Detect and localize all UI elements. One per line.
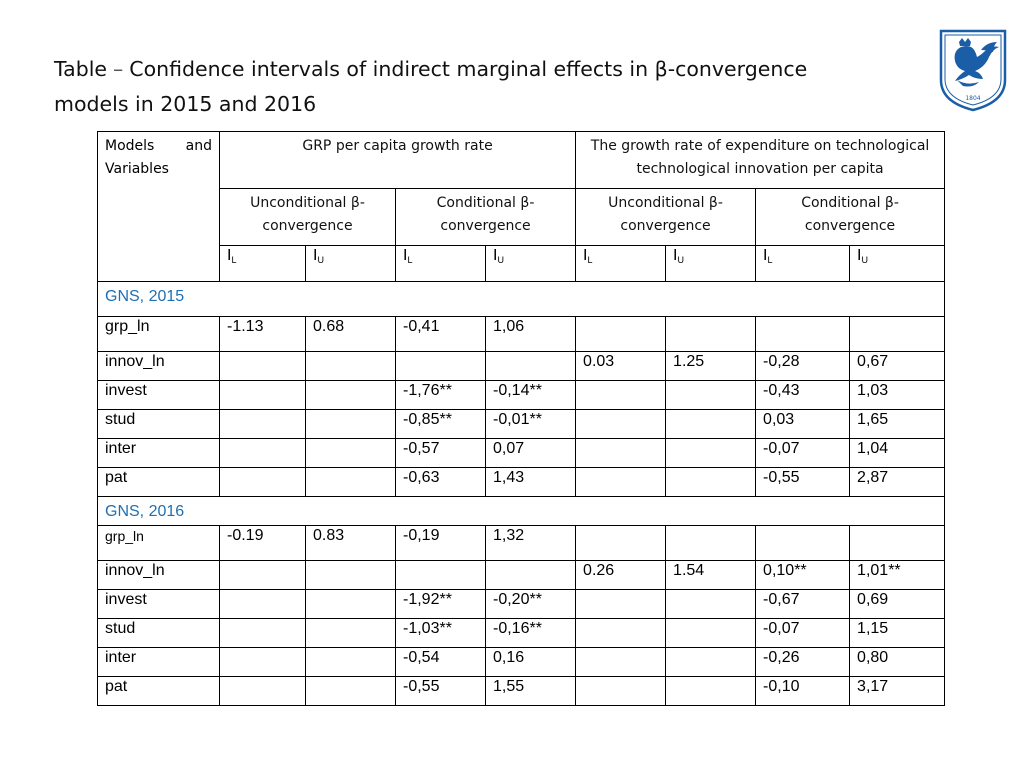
value-cell: 1.25 <box>666 352 756 381</box>
table-row <box>98 526 945 561</box>
value-cell <box>576 439 666 468</box>
group-header-grp-label: GRP per capita growth rate <box>302 138 493 154</box>
value-cell: -0,63 <box>396 468 486 497</box>
value-cell: 0.26 <box>576 561 666 590</box>
value-cell: -0,41 <box>396 317 486 352</box>
value-cell: -0,07 <box>756 439 850 468</box>
group-header-innovation-line1: The growth rate of expenditure on technological <box>590 138 930 154</box>
value-cell: -0,20** <box>486 590 576 619</box>
bound-subscript: U <box>861 255 868 265</box>
value-cell <box>666 439 756 468</box>
value-cell <box>306 381 396 410</box>
upper-bound-header <box>850 246 945 282</box>
variable-name: pat <box>98 677 220 706</box>
header-row-2 <box>98 189 945 246</box>
value-cell: 1,01** <box>850 561 945 590</box>
bound-subscript: L <box>407 255 413 265</box>
variable-name: innov_ln <box>98 561 220 590</box>
value-cell: -0,57 <box>396 439 486 468</box>
value-cell: -1,76** <box>396 381 486 410</box>
value-cell: -0,54 <box>396 648 486 677</box>
upper-bound-header <box>666 246 756 282</box>
bound-subscript: L <box>767 255 773 265</box>
value-cell <box>306 352 396 381</box>
subheader-conditional-innovation <box>756 189 945 246</box>
bound-letter: I <box>673 247 678 264</box>
value-cell: 1.54 <box>666 561 756 590</box>
value-cell <box>220 410 306 439</box>
value-cell <box>396 352 486 381</box>
subheader-text: Conditional β- <box>801 195 899 211</box>
table-row <box>98 677 945 706</box>
header-row-1 <box>98 132 945 189</box>
value-cell <box>756 317 850 352</box>
table-row <box>98 468 945 497</box>
group-header-innovation-line2: technological innovation per capita <box>636 161 884 177</box>
value-cell <box>576 590 666 619</box>
section-row <box>98 497 945 526</box>
value-cell: 0,03 <box>756 410 850 439</box>
value-cell: -0.19 <box>220 526 306 561</box>
value-cell: -0,19 <box>396 526 486 561</box>
corner-label-and: and <box>185 138 212 154</box>
value-cell <box>306 410 396 439</box>
value-cell <box>220 439 306 468</box>
variable-name: grp_ln <box>98 317 220 352</box>
value-cell <box>306 590 396 619</box>
value-cell <box>756 526 850 561</box>
value-cell: -1,92** <box>396 590 486 619</box>
table-row <box>98 410 945 439</box>
value-cell <box>486 561 576 590</box>
value-cell: 1,15 <box>850 619 945 648</box>
subheader-text: convergence <box>804 218 896 234</box>
variable-name: inter <box>98 439 220 468</box>
value-cell: 1,03 <box>850 381 945 410</box>
value-cell <box>666 648 756 677</box>
subheader-conditional-grp <box>396 189 576 246</box>
value-cell <box>576 526 666 561</box>
value-cell <box>666 590 756 619</box>
value-cell <box>666 526 756 561</box>
table-row <box>98 648 945 677</box>
bound-subscript: U <box>497 255 504 265</box>
value-cell <box>576 619 666 648</box>
value-cell: 1,65 <box>850 410 945 439</box>
value-cell <box>666 410 756 439</box>
value-cell: -0,14** <box>486 381 576 410</box>
value-cell <box>576 648 666 677</box>
value-cell: -0,85** <box>396 410 486 439</box>
variable-name: pat <box>98 468 220 497</box>
table-row <box>98 561 945 590</box>
value-cell: -0,55 <box>756 468 850 497</box>
variable-name: inter <box>98 648 220 677</box>
subheader-text: convergence <box>262 218 353 234</box>
value-cell <box>306 677 396 706</box>
value-cell <box>666 468 756 497</box>
value-cell <box>666 381 756 410</box>
section-label: GNS, 2016 <box>98 497 945 526</box>
variable-name: invest <box>98 381 220 410</box>
logo-year: 1804 <box>965 95 981 102</box>
value-cell: 2,87 <box>850 468 945 497</box>
value-cell <box>576 381 666 410</box>
value-cell: 0,10** <box>756 561 850 590</box>
bound-subscript: L <box>587 255 593 265</box>
value-cell <box>396 561 486 590</box>
table-row <box>98 439 945 468</box>
bound-letter: I <box>313 247 318 264</box>
value-cell: -0,26 <box>756 648 850 677</box>
title-line-2: models in 2015 and 2016 <box>54 92 317 116</box>
value-cell <box>850 317 945 352</box>
value-cell: 0.68 <box>306 317 396 352</box>
bound-letter: I <box>403 247 408 264</box>
bound-letter: I <box>583 247 588 264</box>
table-row <box>98 381 945 410</box>
value-cell: 0,80 <box>850 648 945 677</box>
value-cell: -0,16** <box>486 619 576 648</box>
value-cell <box>306 439 396 468</box>
bound-letter: I <box>857 247 862 264</box>
lower-bound-header <box>220 246 306 282</box>
value-cell: -1.13 <box>220 317 306 352</box>
value-cell: -0,07 <box>756 619 850 648</box>
upper-bound-header <box>486 246 576 282</box>
value-cell: 1,06 <box>486 317 576 352</box>
subheader-text: Unconditional β- <box>608 195 723 211</box>
table-row <box>98 317 945 352</box>
value-cell: 0,16 <box>486 648 576 677</box>
bounds-header-row <box>98 246 945 282</box>
value-cell <box>666 677 756 706</box>
value-cell <box>306 619 396 648</box>
subheader-unconditional-innovation <box>576 189 756 246</box>
value-cell <box>306 561 396 590</box>
table-row <box>98 352 945 381</box>
variable-name: grp_ln <box>98 526 220 561</box>
value-cell: 1,32 <box>486 526 576 561</box>
value-cell <box>576 317 666 352</box>
variable-name: innov_ln <box>98 352 220 381</box>
value-cell: 0,67 <box>850 352 945 381</box>
corner-label-models: Models <box>105 138 155 154</box>
bound-letter: I <box>763 247 768 264</box>
value-cell: 0.83 <box>306 526 396 561</box>
value-cell <box>220 468 306 497</box>
value-cell: -0,43 <box>756 381 850 410</box>
section-label: GNS, 2015 <box>98 282 945 317</box>
value-cell: -0,10 <box>756 677 850 706</box>
table-row <box>98 619 945 648</box>
bound-subscript: U <box>677 255 684 265</box>
bound-letter: I <box>227 247 232 264</box>
value-cell: -0,67 <box>756 590 850 619</box>
corner-label-variables: Variables <box>105 161 169 177</box>
variable-name: stud <box>98 410 220 439</box>
value-cell <box>220 619 306 648</box>
confidence-intervals-table <box>97 131 945 706</box>
lower-bound-header <box>756 246 850 282</box>
value-cell: 0,69 <box>850 590 945 619</box>
value-cell: 1,43 <box>486 468 576 497</box>
value-cell: -0,01** <box>486 410 576 439</box>
value-cell <box>576 410 666 439</box>
value-cell: -1,03** <box>396 619 486 648</box>
subheader-text: convergence <box>440 218 531 234</box>
group-header-grp <box>220 132 576 189</box>
value-cell <box>220 648 306 677</box>
value-cell: 3,17 <box>850 677 945 706</box>
title-line-1 <box>54 52 854 87</box>
value-cell: -0,28 <box>756 352 850 381</box>
value-cell <box>220 561 306 590</box>
university-logo-icon <box>937 28 1009 112</box>
title-dash: – <box>113 57 124 81</box>
value-cell <box>220 590 306 619</box>
value-cell <box>306 648 396 677</box>
value-cell <box>220 352 306 381</box>
value-cell <box>850 526 945 561</box>
value-cell: -0,55 <box>396 677 486 706</box>
subheader-text: Unconditional β- <box>250 195 365 211</box>
value-cell <box>666 619 756 648</box>
lower-bound-header <box>396 246 486 282</box>
variable-name: stud <box>98 619 220 648</box>
title-prefix: Table <box>54 57 108 81</box>
value-cell <box>486 352 576 381</box>
slide-title <box>54 52 854 122</box>
subheader-unconditional-grp <box>220 189 396 246</box>
section-row <box>98 282 945 317</box>
subheader-text: Conditional β- <box>436 195 535 211</box>
value-cell: 1,04 <box>850 439 945 468</box>
value-cell <box>220 677 306 706</box>
value-cell: 0,07 <box>486 439 576 468</box>
upper-bound-header <box>306 246 396 282</box>
value-cell <box>220 381 306 410</box>
bound-letter: I <box>493 247 498 264</box>
bound-subscript: U <box>317 255 324 265</box>
lower-bound-header <box>576 246 666 282</box>
value-cell: 1,55 <box>486 677 576 706</box>
corner-header-cell <box>98 132 220 282</box>
table-row <box>98 590 945 619</box>
value-cell <box>306 468 396 497</box>
bound-subscript: L <box>231 255 237 265</box>
title-text-1: Confidence intervals of indirect marginal effects in β-convergence <box>129 57 808 81</box>
group-header-innovation <box>576 132 945 189</box>
value-cell: 0.03 <box>576 352 666 381</box>
value-cell <box>576 468 666 497</box>
value-cell <box>576 677 666 706</box>
subheader-text: convergence <box>620 218 711 234</box>
variable-name: invest <box>98 590 220 619</box>
value-cell <box>666 317 756 352</box>
